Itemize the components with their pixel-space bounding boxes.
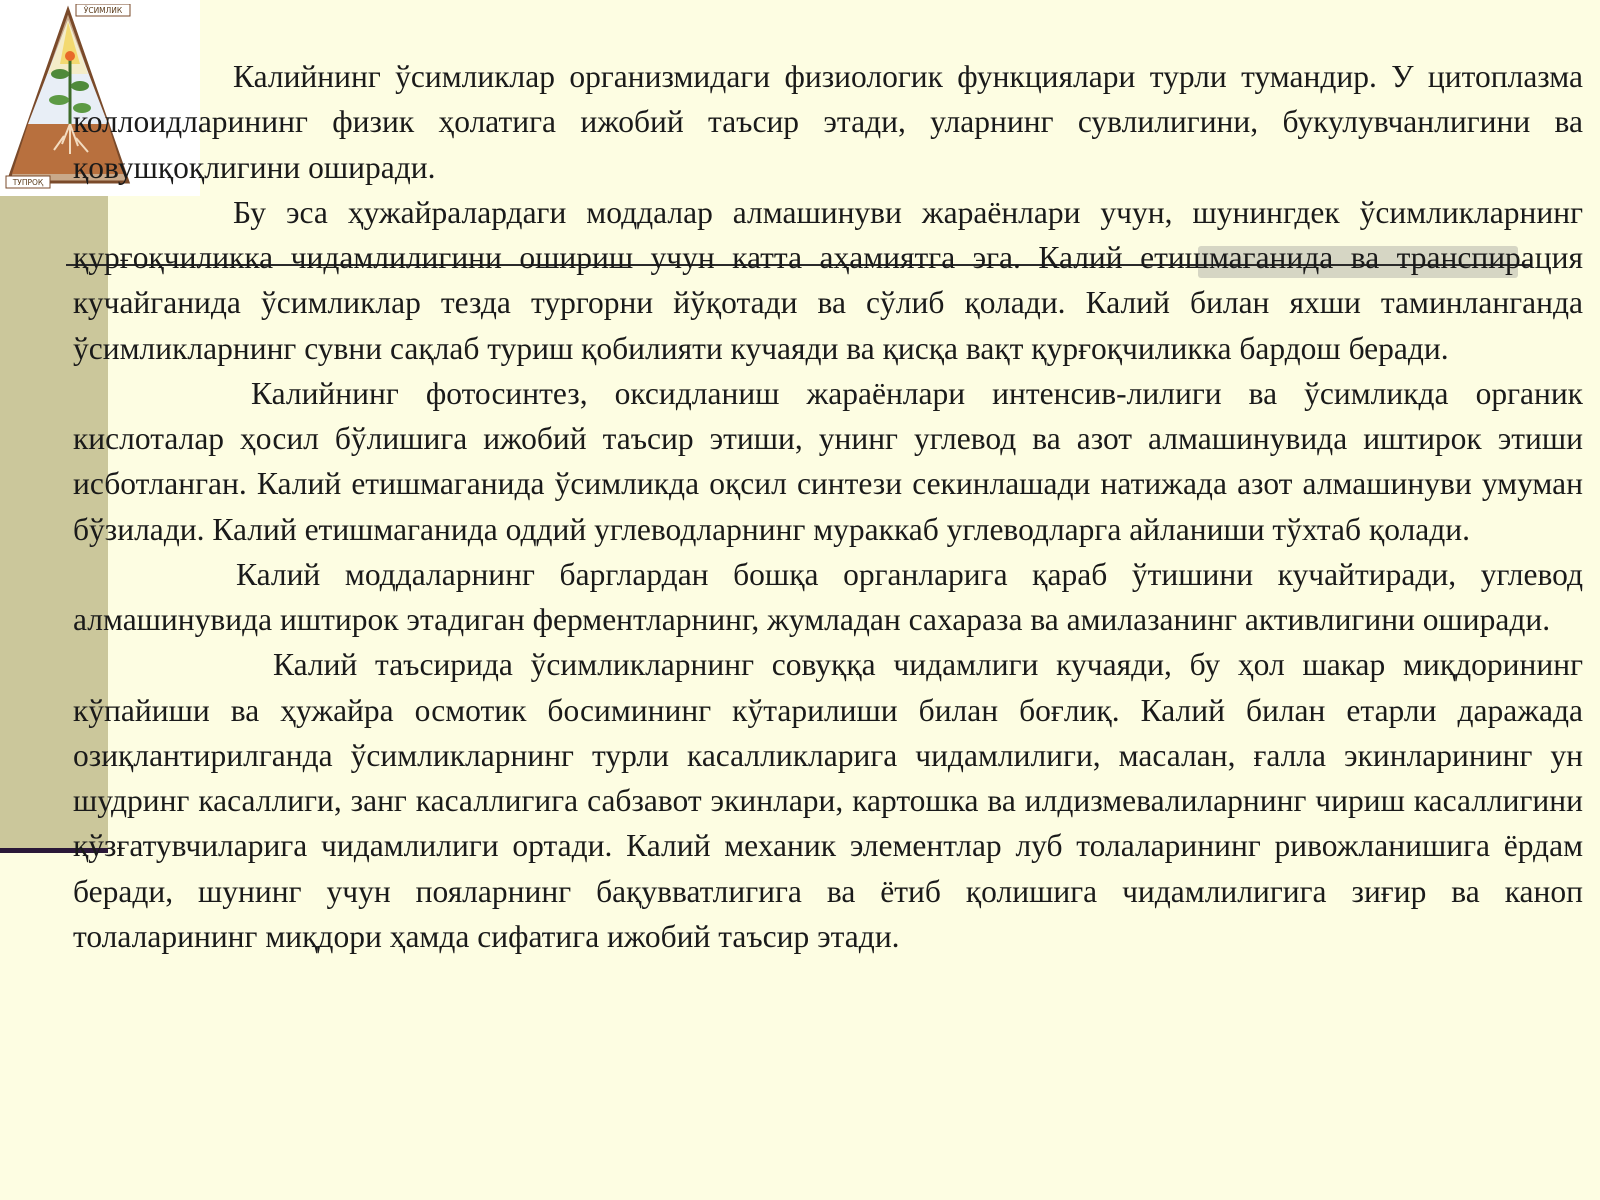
paragraph-2: Бу эса ҳужайралардаги моддалар алмашинуви жараёнлари учун, шунингдек ўсимликларнинг қурғоқчиликка чидамлилигини ошириш учун катта аҳамиятга эга. Калий етишмаганида ва транспирация кучайганида ўсимликлар тезда тургорни йўқотади ва сўлиб қолади. Калий билан яхши таминланганда ўсимликларнинг сувни сақлаб туриш қобилияти кучаяди ва қисқа вақт қурғоқчиликка бардош беради. xyxy=(73,194,1583,366)
paragraph-1: Калийнинг ўсимликлар организмидаги физиологик функциялари турли тумандир. У цитоплазма коллоидларининг физик ҳолатига ижобий таъсир этади, уларнинг сувлилигини, букулувчанлигини ва қовушқоқлигини оширади. xyxy=(73,59,1583,185)
paragraph-4: Калий моддаларнинг барглардан бошқа органларига қараб ўтишини кучайтиради, углевод алмашинувида иштирок этадиган ферментларнинг, жумладан сахараза ва амилазанинг активлигини оширади. xyxy=(73,556,1583,637)
logo-bottom-label: ТУПРОҚ xyxy=(12,178,44,187)
document-body xyxy=(73,54,1583,959)
logo-top-label: ЎСИМЛИК xyxy=(83,6,123,15)
paragraph-3: Калийнинг фотосинтез, оксидланиш жараёнлари интенсив-лилиги ва ўсимликда органик кислоталар ҳосил бўлишига ижобий таъсир этиши, унинг углевод ва азот алмашинувида иштирок этиши исботланган. Калий етишмаганида ўсимликда оқсил синтези секинлашади натижада азот алмашинуви умуман бўзилади. Калий етишмаганида оддий углеводларнинг мураккаб углеводларга айланиши тўхтаб қолади. xyxy=(73,375,1583,547)
paragraph-5: Калий таъсирида ўсимликларнинг совуққа чидамлиги кучаяди, бу ҳол шакар миқдорининг кўпайиши ва ҳужайра осмотик босимининг кўтарилиши билан боғлиқ. Калий билан етарли даражада озиқлантирилганда ўсимликларнинг турли касалликларига чидамлилиги, масалан, ғалла экинларининг ун шудринг касаллиги, занг касаллигига сабзавот экинлари, картошка ва илдизмевалиларнинг чириш касаллигини қўзғатувчиларига чидамлилиги ортади. Калий механик элементлар луб толаларининг ривожланишига ёрдам беради, шунинг учун пояларнинг бақувватлигига ва ётиб қолишига чидамлилигига зиғир ва каноп толаларининг миқдори ҳамда сифатига ижобий таъсир этади. xyxy=(73,647,1583,954)
